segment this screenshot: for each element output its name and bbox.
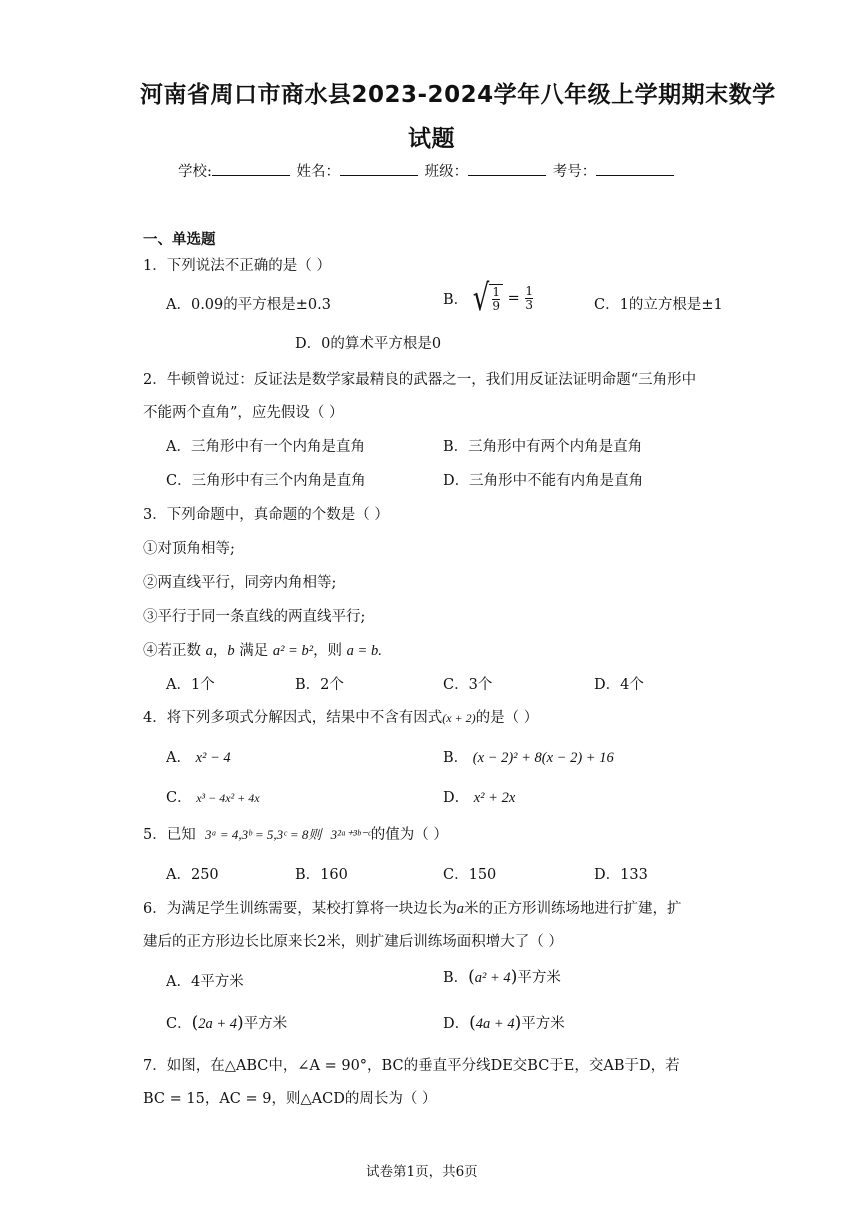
q5-option-b: B．160 xyxy=(295,867,348,883)
q6-option-d: D．(4a + 4)平方米 xyxy=(443,1013,565,1033)
target-expr: 3²ᵃ⁺³ᵇ⁻ᶜ xyxy=(330,827,371,842)
q3-statement-1: ①对顶角相等; xyxy=(143,541,235,557)
option-label: D． xyxy=(443,790,470,806)
var-a: a xyxy=(205,643,213,659)
option-label: C． xyxy=(166,790,192,806)
q1-option-c: C．1的立方根是±1 xyxy=(594,297,723,313)
q6-option-c: C．(2a + 4)平方米 xyxy=(166,1013,288,1033)
fraction-denominator: 9 xyxy=(492,299,500,313)
fraction-numerator: 1 xyxy=(525,284,533,298)
q1-option-b xyxy=(443,277,534,320)
option-label: D． xyxy=(443,1016,470,1032)
equals-sign: = xyxy=(507,290,520,307)
text: 的值为（ ） xyxy=(370,827,448,843)
text: 6．为满足学生训练需要，某校打算将一块边长为 xyxy=(143,901,457,917)
q3-option-d: D．4个 xyxy=(594,677,644,693)
condition-expr: 3ᵃ = 4,3ᵇ = 5,3ᶜ = 8则 xyxy=(204,827,322,842)
fraction-denominator: 3 xyxy=(525,298,533,312)
q4-option-b xyxy=(443,746,614,767)
q6-option-a: A．4平方米 xyxy=(166,974,244,990)
text: 5．已知 xyxy=(143,827,196,843)
option-expr: x² − 4 xyxy=(195,750,231,766)
name-blank[interactable] xyxy=(340,161,418,176)
school-label: 学校: xyxy=(178,164,212,180)
fraction-numerator: 1 xyxy=(492,285,500,299)
q3-statement-3: ③平行于同一条直线的两直线平行; xyxy=(143,609,366,625)
number-label: 考号： xyxy=(552,164,597,180)
number-blank[interactable] xyxy=(596,161,674,176)
exam-title-line1: 河南省周口市商水县2023-2024学年八年级上学期期末数学 xyxy=(140,82,776,108)
name-label: 姓名： xyxy=(296,164,340,180)
option-expr: x³ − 4x² + 4x xyxy=(196,791,260,805)
text: 米的正方形训练场地进行扩建，扩 xyxy=(463,901,682,917)
page-footer: 试卷第1页，共6页 xyxy=(366,1164,478,1180)
student-info-line xyxy=(178,160,676,181)
q6-option-b: B．(a² + 4)平方米 xyxy=(443,967,561,987)
q7-stem-line1: 7．如图，在△ABC中，∠A = 90°，BC的垂直平分线DE交BC于E，交AB于D，若 xyxy=(143,1058,680,1074)
q3-statement-4 xyxy=(143,639,382,660)
unit-label: 平方米 xyxy=(521,1016,565,1032)
option-expr: 2a + 4 xyxy=(198,1016,238,1032)
text: ，则 xyxy=(313,643,343,659)
q6-stem-line1 xyxy=(143,897,681,918)
q4-option-a xyxy=(166,746,231,767)
q3-statement-2: ②两直线平行，同旁内角相等; xyxy=(143,575,337,591)
q1-option-a: A．0.09的平方根是±0.3 xyxy=(166,297,331,313)
q2-stem-line2: 不能两个直角”，应先假设（ ） xyxy=(143,405,344,421)
q2-option-a: A．三角形中有一个内角是直角 xyxy=(166,439,365,455)
exam-title-line2: 试题 xyxy=(408,126,455,152)
school-blank[interactable] xyxy=(212,161,290,176)
sqrt-symbol: √ $\frac{1}{9}$ xyxy=(473,284,503,313)
q5-option-c: C．150 xyxy=(443,867,497,883)
q5-option-d: D．133 xyxy=(594,867,648,883)
q1-option-d: D．0的算术平方根是0 xyxy=(295,336,442,352)
option-expr: 4a + 4 xyxy=(475,1016,515,1032)
text: ， xyxy=(212,643,228,659)
option-label: B． xyxy=(443,750,469,766)
section-heading: 一、单选题 xyxy=(143,232,216,248)
q7-stem-line2: BC = 15，AC = 9，则△ACD的周长为（ ） xyxy=(143,1091,437,1107)
condition-expr: a² = b² xyxy=(272,643,314,659)
text: 满足 xyxy=(239,643,269,659)
q2-option-d: D．三角形中不能有内角是直角 xyxy=(443,473,644,489)
unit-label: 平方米 xyxy=(517,970,561,986)
text: 的是（ ） xyxy=(475,710,539,726)
option-expr: (x − 2)² + 8(x − 2) + 16 xyxy=(472,750,614,766)
q3-option-a: A．1个 xyxy=(166,677,215,693)
q4-option-d xyxy=(443,786,515,807)
q1-stem: 1．下列说法不正确的是（ ） xyxy=(143,258,331,274)
class-blank[interactable] xyxy=(468,161,546,176)
q4-option-c xyxy=(166,786,260,807)
result-expr: a = b. xyxy=(346,643,382,659)
q2-option-b: B．三角形中有两个内角是直角 xyxy=(443,439,643,455)
text: ④若正数 xyxy=(143,643,201,659)
option-expr: x² + 2x xyxy=(473,790,516,806)
factor-expr: (x + 2) xyxy=(442,711,476,725)
option-label: A． xyxy=(166,750,191,766)
q2-option-c: C．三角形中有三个内角是直角 xyxy=(166,473,366,489)
q6-stem-line2: 建后的正方形边长比原来长2米，则扩建后训练场面积增大了（ ） xyxy=(143,934,563,950)
option-expr: a² + 4 xyxy=(474,970,511,986)
q4-stem xyxy=(143,706,538,727)
option-label: B． xyxy=(443,970,469,986)
q3-option-b: B．2个 xyxy=(295,677,344,693)
unit-label: 平方米 xyxy=(243,1016,288,1032)
option-label: C． xyxy=(166,1016,192,1032)
q5-stem xyxy=(143,823,448,844)
class-label: 班级： xyxy=(424,164,469,180)
q3-option-c: C．3个 xyxy=(443,677,493,693)
q5-option-a: A．250 xyxy=(166,867,219,883)
text: 4．将下列多项式分解因式，结果中不含有因式 xyxy=(143,710,443,726)
q1-option-b-label: B． xyxy=(443,292,469,308)
var-a: a xyxy=(456,901,464,917)
q2-stem-line1: 2．牛顿曾说过：反证法是数学家最精良的武器之一，我们用反证法证明命题“三角形中 xyxy=(143,372,697,388)
var-b: b xyxy=(227,643,235,659)
q3-stem: 3．下列命题中，真命题的个数是（ ） xyxy=(143,507,389,523)
